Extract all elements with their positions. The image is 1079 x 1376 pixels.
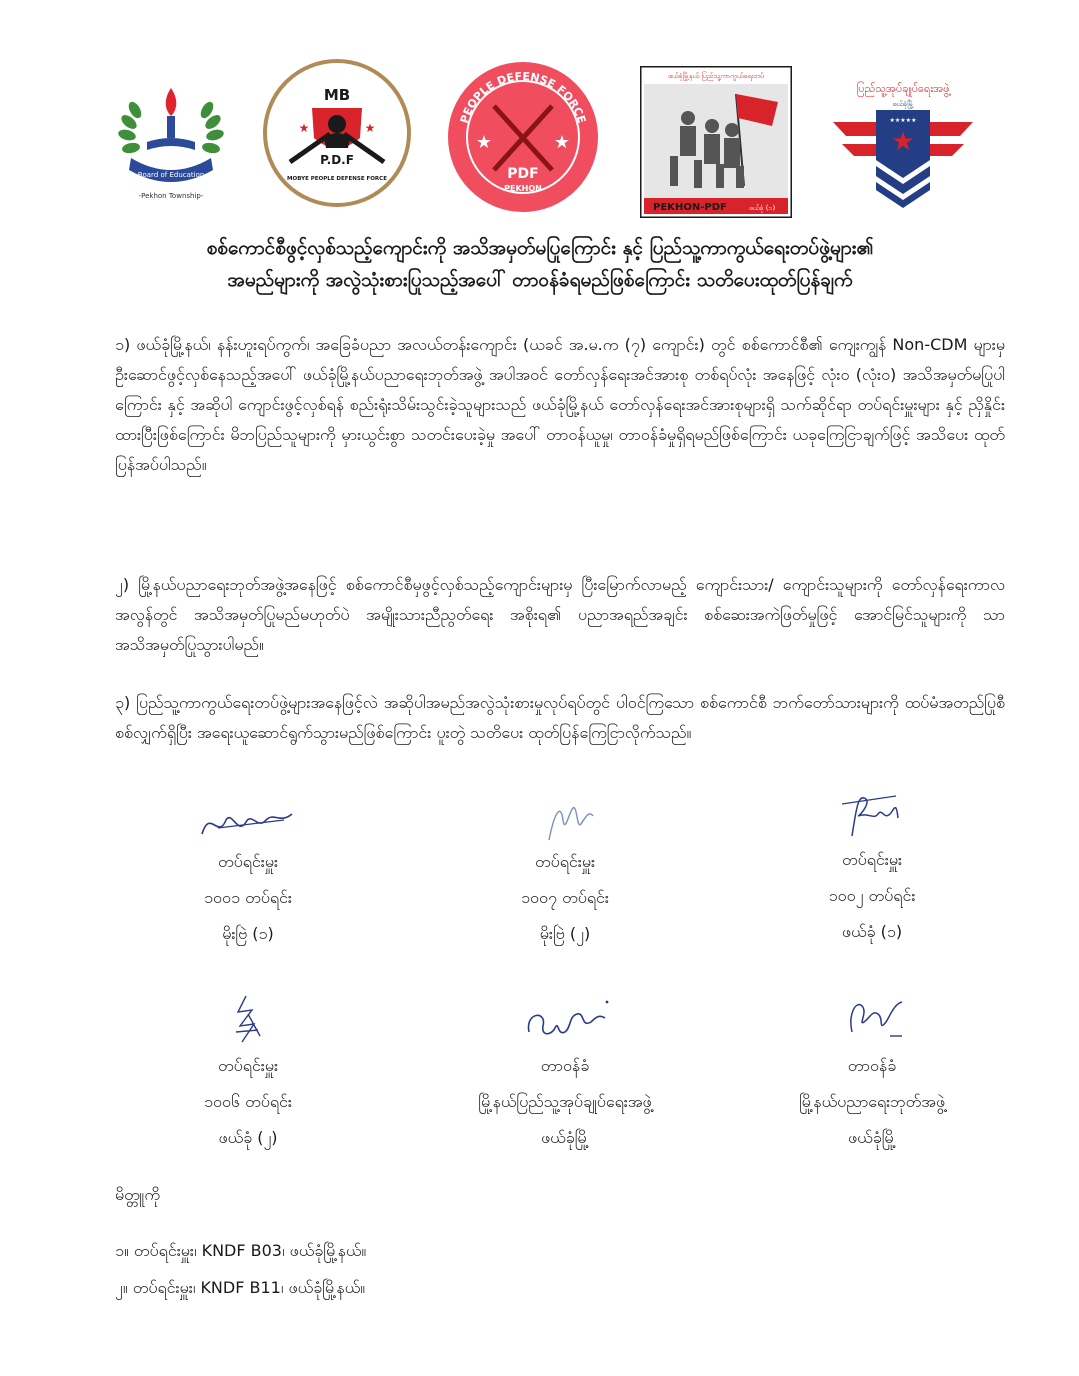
star-icon: ★ [553,132,571,153]
signature-mark [188,800,308,844]
signature-place: မိုးဗြဲ (၂) [539,924,591,943]
star-icon: ★ [364,121,376,135]
mb-subtitle-text: MOBYE PEOPLE DEFENSE FORCE [287,176,387,182]
mb-text: MB [323,86,351,104]
board-caption-text: -Pekhon Township- [138,192,204,200]
local-administration-logo [828,70,978,210]
admin-sub-text: ဖယ်ခုံမြို့ [892,100,914,108]
signature-place: ဖယ်ခုံမြို့ [541,1128,589,1147]
star-icon: ★ [891,127,915,157]
paragraph-1: ၁) ဖယ်ခုံမြို့နယ်၊ နန်းဟူးရပ်ကွက်၊ အခြေခံပညာ အလယ်တန်းကျောင်း (ယခင် အ.မ.က (၇) ကျောင်း) တွင် စစ်ကောင်စီ၏ ကျေးကျွန် Non-CDM များမှ ဦးဆောင်ဖွင့်လှစ်နေသည့်အပေါ် ဖယ်ခုံမြို့နယ်ပညာရေးဘုတ်အဖွဲ့ အပါအဝင် တော်လှန်ရေးအင်အားစု တစ်ရပ်လုံး အနေဖြင့် လုံးဝ (လုံးဝ) အသိအမှတ်မပြုပါကြောင်း နှင့် အဆိုပါ ကျောင်းဖွင့်လှစ်ရန် စည်းရုံးသိမ်းသွင်းခဲ့သူများသည် ဖယ်ခုံမြို့နယ် တော်လှန်ရေးအင်အားစုများရှိ သက်ဆိုင်ရာ တပ်ရင်းမှူးများ နှင့် ညှိနှိုင်းထားပြီးဖြစ်ကြောင်း မိဘပြည်သူများကို မှားယွင်းစွာ သတင်းပေးခဲ့မှု အပေါ် တာဝန်ယူမှု၊ တာဝန်ခံမှုရှိရမည်ဖြစ်ကြောင်း ယခုကြေငြာချက်ဖြင့် အသိပေး ထုတ်ပြန်အပ်ပါသည်။ [115,335,1005,474]
signature-block [118,992,378,1156]
star-row-icon: ★★★★★ [889,117,917,124]
pekhon-pdf-logo [640,66,792,218]
paragraph-3: ၃) ပြည်သူ့ကာကွယ်ရေးတပ်ဖွဲ့များအနေဖြင့်လဲ အဆိုပါအမည်အလွဲသုံးစားမှုလုပ်ရပ်တွင် ပါဝင်ကြသော စစ်ကောင်စီ ဘက်တော်သားများကို ထပ်မံအတည်ပြုစီစစ်လျှက်ရှိပြီး အရေးယူဆောင်ရွက်သွားမည်ဖြစ်ကြောင်း ပူးတွဲ သတိပေး ထုတ်ပြန်ကြေငြာလိုက်သည်။ [115,693,1005,742]
signature-place: ဖယ်ခုံ (၁) [841,922,903,941]
signature-block [742,790,1002,950]
signature-unit: ၁၀၀၇ တပ်ရင်း [521,888,609,907]
signature-place: ဖယ်ခုံ (၂) [218,1128,278,1147]
signature-unit: မြို့နယ်ပြည်သူ့အုပ်ချုပ်ရေးအဖွဲ့ [478,1092,652,1111]
signature-block [118,800,378,952]
signature-mark [812,992,932,1048]
star-icon: ★ [298,121,310,135]
signature-role: တာဝန်ခံ [540,1056,590,1075]
signature-place: မိုးဗြဲ (၁) [222,924,274,943]
signature-unit: ၁၀၀၂ တပ်ရင်း [828,886,916,905]
cc-item: ၂။ တပ်ရင်းမှူး၊ KNDF B11၊ ဖယ်ခုံမြို့နယ်။ [115,1278,366,1297]
pdf-pekhon-text: PEKHON [504,184,542,193]
document-title [40,232,1040,296]
signature-block [435,992,695,1156]
pekhon-top-text: ဖယ်ခုံမြို့နယ် ပြည်သူ့ကာကွယ်ရေးတပ် [667,72,765,80]
cc-heading: မိတ္တူကို [115,1185,160,1204]
signature-role: တပ်ရင်းမှူး [217,852,279,871]
title-line-1: စစ်ကောင်စီဖွင့်လှစ်သည့်ကျောင်းကို အသိအမှတ်မပြုကြောင်း နှင့် ပြည်သူ့ကာကွယ်ရေးတပ်ဖွဲ့များ၏ [206,237,874,259]
signature-block [742,992,1002,1156]
pdf-center-text: PDF [507,166,539,182]
paragraph-2: ၂) မြို့နယ်ပညာရေးဘုတ်အဖွဲ့အနေဖြင့် စစ်ကောင်စီမှဖွင့်လှစ်သည့်ကျောင်းများမှ ပြီးမြောက်လာမည့် ကျောင်းသား/ ကျောင်းသူများကို တော်လှန်ရေးကာလအလွန်တွင် အသိအမှတ်ပြုမည်မဟုတ်ပဲ အမျိုးသားညီညွတ်ရေး အစိုးရ၏ ပညာအရည်အချင်း စစ်ဆေးအကဲဖြတ်မှုဖြင့် အောင်မြင်သူများကို သာ အသိအမှတ်ပြုသွားပါမည်။ [115,575,1005,654]
signature-role: တာဝန်ခံ [847,1056,897,1075]
pdf-arc-text: PEOPLE DEFENSE FORCE [457,69,589,125]
signature-unit: ၁၀၀၆ တပ်ရင်း [204,1092,292,1111]
signature-mark [812,790,932,842]
signature-block [435,800,695,952]
signature-role: တပ်ရင်းမှူး [217,1056,279,1075]
star-icon: ★ [475,132,493,153]
people-defense-force-logo [444,58,602,216]
board-ribbon-text: Board of Education [137,171,205,179]
signature-unit: မြို့နယ်ပညာရေးဘုတ်အဖွဲ့ [798,1092,946,1111]
board-of-education-logo [101,70,241,205]
pdf-text: P.D.F [320,153,354,167]
signature-role: တပ်ရင်းမှူး [534,852,596,871]
signature-place: ဖယ်ခုံမြို့ [848,1128,896,1147]
pekhon-unit-text: ဖယ်ခုံ (၁) [748,204,776,212]
logo-row [0,58,1079,228]
signature-role: တပ်ရင်းမှူး [841,850,903,869]
signature-mark [495,992,635,1048]
admin-top-text: ပြည်သူ့အုပ်ချုပ်ရေးအဖွဲ့ [856,82,950,95]
pekhon-bottom-text: PEKHON-PDF [653,202,727,213]
signature-mark [188,992,308,1048]
title-line-2: အမည်များကို အလွဲသုံးစားပြုသည့်အပေါ် တာဝန်ခံရမည်ဖြစ်ကြောင်း သတိပေးထုတ်ပြန်ချက် [227,269,853,291]
mb-pdf-logo [262,58,412,208]
cc-item: ၁။ တပ်ရင်းမှူး၊ KNDF B03၊ ဖယ်ခုံမြို့နယ်။ [115,1241,367,1260]
signature-unit: ၁၀၀၁ တပ်ရင်း [204,888,292,907]
signature-mark [505,800,625,844]
